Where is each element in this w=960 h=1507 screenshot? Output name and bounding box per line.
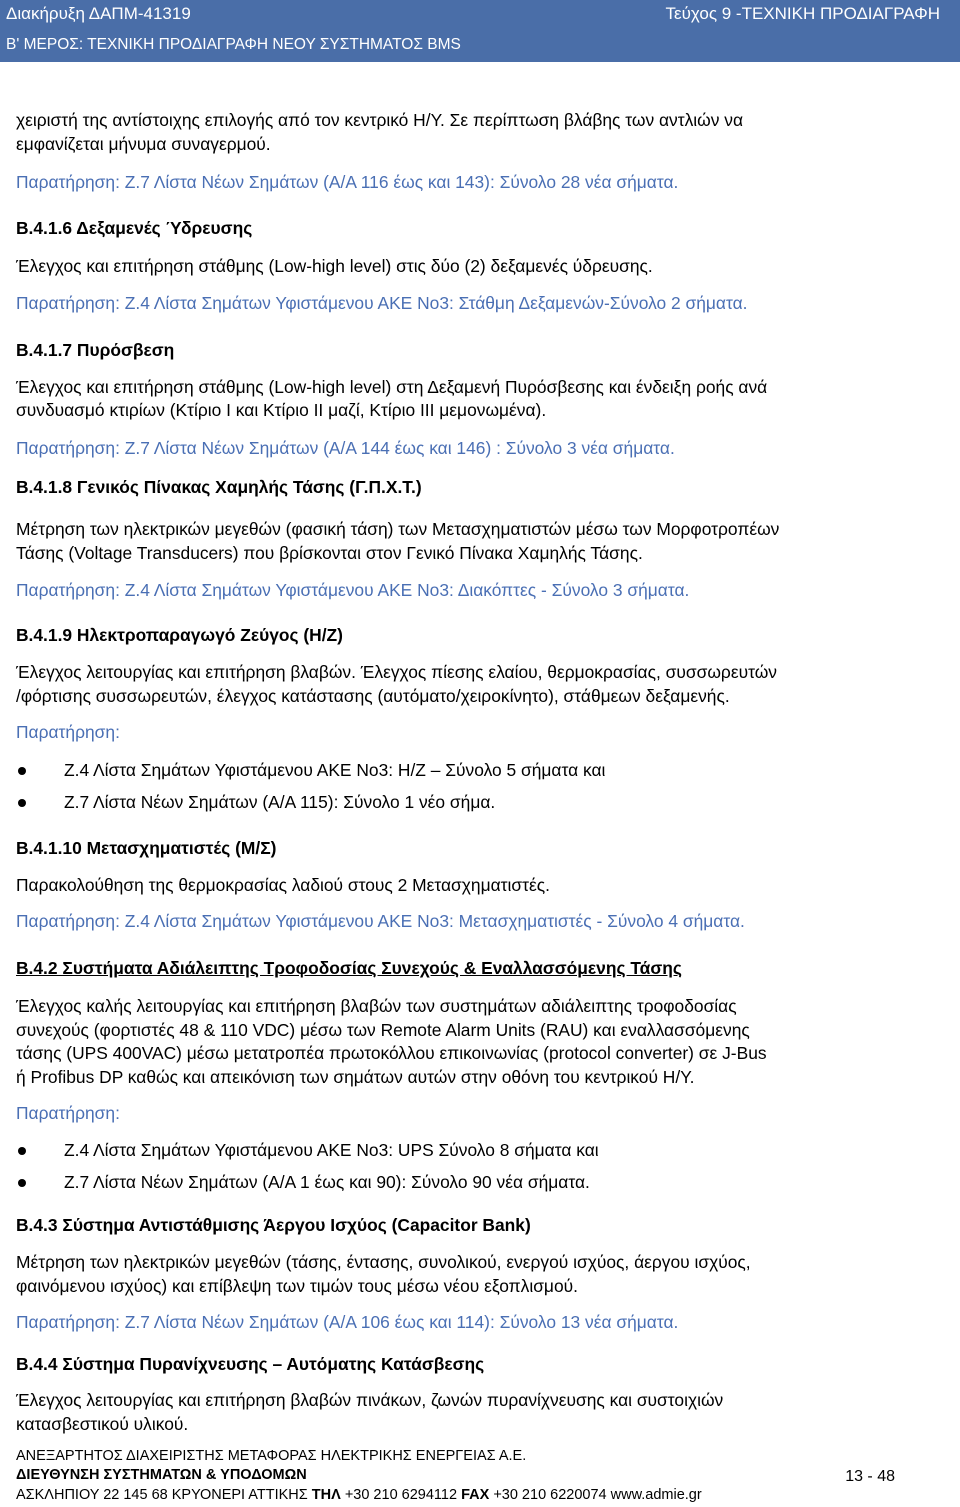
section-heading: Β.4.3 Σύστημα Αντιστάθμισης Άεργου Ισχύος (Capacitor Bank) [16,1215,531,1235]
footer-website: www.admie.gr [610,1487,702,1503]
note-label: Παρατήρηση [16,1312,116,1332]
note-line: Παρατήρηση: Ζ.4 Λίστα Σημάτων Υφιστάμενου ΑΚΕ Νο3: Διακόπτες - Σύνολο 3 σήματα. [16,580,690,600]
header-document-id: Διακήρυξη ΔΑΠΜ-41319 [6,4,191,23]
note-line: Παρατήρηση: Ζ.7 Λίστα Νέων Σημάτων (Α/Α 106 έως και 114): Σύνολο 13 νέα σήματα. [16,1312,679,1332]
body-line: Έλεγχος καλής λειτουργίας και επιτήρηση βλαβών των συστημάτων αδιάλειπτης τροφοδοσίας [16,996,737,1016]
footer-division: ΔΙΕΥΘΥΝΣΗ ΣΥΣΤΗΜΑΤΩΝ & ΥΠΟΔΟΜΩΝ [16,1467,307,1483]
footer-company: ΑΝΕΞΑΡΤΗΤΟΣ ΔΙΑΧΕΙΡΙΣΤΗΣ ΜΕΤΑΦΟΡΑΣ ΗΛΕΚΤΡΙΚΗΣ ΕΝΕΡΓΕΙΑΣ Α.Ε. [16,1448,527,1464]
body-line: συνεχούς (φορτιστές 48 & 110 VDC) μέσω των Remote Alarm Units (RAU) και εναλλασσόμενης [16,1020,750,1040]
body-line: Έλεγχος λειτουργίας και επιτήρηση βλαβών. Έλεγχος πίεσης ελαίου, θερμοκρασίας, συσσωρευτών [16,662,777,682]
section-heading: Β.4.1.10 Μετασχηματιστές (Μ/Σ) [16,838,277,858]
list-item: Ζ.7 Λίστα Νέων Σημάτων (Α/Α 1 έως και 90): Σύνολο 90 νέα σήματα. [64,1172,590,1192]
section-heading: Β.4.4 Σύστημα Πυρανίχνευσης – Αυτόματης Κατάσβεσης [16,1354,485,1374]
page-header [0,0,960,62]
body-line: /φόρτισης συσσωρευτών, έλεγχος κατάστασης (αυτόματο/χειροκίνητο), στάθμεων δεξαμενής. [16,686,730,706]
footer-tel-label: ΤΗΛ [311,1487,341,1503]
footer-tel: +30 210 6294112 [344,1487,458,1503]
body-line: Μέτρηση των ηλεκτρικών μεγεθών (φασική τάση) των Μετασχηματιστών μέσω των Μορφοτροπέων [16,519,780,539]
footer-contact [16,1487,702,1503]
body-line: εμφανίζεται μήνυμα συναγερμού. [16,134,271,154]
section-heading: Β.4.1.7 Πυρόσβεση [16,340,175,360]
note-text: Ζ.7 Λίστα Νέων Σημάτων (Α/Α 144 έως και 146) : Σύνολο 3 νέα σήματα. [124,438,675,458]
footer-address: ΑΣΚΛΗΠΙΟΥ 22 145 68 ΚΡΥΟΝΕΡΙ ΑΤΤΙΚΗΣ [16,1487,308,1503]
note-line: Παρατήρηση: Ζ.7 Λίστα Νέων Σημάτων (Α/Α 144 έως και 146) : Σύνολο 3 νέα σήματα. [16,438,675,458]
note-text: Ζ.7 Λίστα Νέων Σημάτων (Α/Α 116 έως και 143): Σύνολο 28 νέα σήματα. [124,172,679,192]
list-item: Ζ.7 Λίστα Νέων Σημάτων (Α/Α 115): Σύνολο 1 νέο σήμα. [64,792,496,812]
header-volume: Τεύχος 9 -ΤΕΧΝΙΚΗ ΠΡΟΔΙΑΓΡΑΦΗ [665,4,940,23]
bullet-icon [18,767,26,775]
section-heading: Β.4.1.9 Ηλεκτροπαραγωγό Ζεύγος (Η/Ζ) [16,625,343,645]
body-line: Τάσης (Voltage Transducers) που βρίσκονται στον Γενικό Πίνακα Χαμηλής Τάσης. [16,543,643,563]
bullet-icon [18,1179,26,1187]
note-line: Παρατήρηση: Ζ.4 Λίστα Σημάτων Υφιστάμενου ΑΚΕ Νο3: Μετασχηματιστές - Σύνολο 4 σήματα. [16,911,745,931]
note-label: Παρατήρηση [16,438,116,458]
body-line: Έλεγχος και επιτήρηση στάθμης (Low-high level) στις δύο (2) δεξαμενές ύδρευσης. [16,256,653,276]
bullet-icon [18,799,26,807]
body-line: Έλεγχος λειτουργίας και επιτήρηση βλαβών πινάκων, ζωνών πυρανίχνευσης και συστοιχιών [16,1390,724,1410]
body-line: φαινόμενου ισχύος) και επίβλεψη των τιμών τους μέσω νέου εξοπλισμού. [16,1276,578,1296]
note-label: Παρατήρηση [16,172,116,192]
body-line: χειριστή της αντίστοιχης επιλογής από τον κεντρικό Η/Υ. Σε περίπτωση βλάβης των αντλιών να [16,110,744,130]
note-label: Παρατήρηση: [16,722,120,742]
body-line: κατασβεστικού υλικού. [16,1414,189,1434]
note-label: Παρατήρηση [16,293,116,313]
body-line: Παρακολούθηση της θερμοκρασίας λαδιού στους 2 Μετασχηματιστές. [16,875,550,895]
footer-fax: +30 210 6220074 [493,1487,607,1503]
body-line: συνδυασμό κτιρίων (Κτίριο Ι και Κτίριο ΙΙ μαζί, Κτίριο ΙΙΙ μεμονωμένα). [16,400,547,420]
note-text: Ζ.4 Λίστα Σημάτων Υφιστάμενου ΑΚΕ Νο3: Μετασχηματιστές - Σύνολο 4 σήματα. [124,911,745,931]
section-heading: Β.4.2 Συστήματα Αδιάλειπτης Τροφοδοσίας Συνεχούς & Εναλλασσόμενης Τάσης [16,958,682,978]
body-line: ή Profibus DP καθώς και απεικόνιση των σημάτων αυτών στην οθόνη του κεντρικού Η/Υ. [16,1067,695,1087]
note-label: Παρατήρηση [16,580,116,600]
note-text: Ζ.7 Λίστα Νέων Σημάτων (Α/Α 106 έως και 114): Σύνολο 13 νέα σήματα. [124,1312,679,1332]
section-heading: Β.4.1.8 Γενικός Πίνακας Χαμηλής Τάσης (Γ.Π.Χ.Τ.) [16,477,422,497]
note-line: Παρατήρηση: Ζ.4 Λίστα Σημάτων Υφιστάμενου ΑΚΕ Νο3: Στάθμη Δεξαμενών-Σύνολο 2 σήματα. [16,293,748,313]
page-number: 13 - 48 [845,1468,895,1485]
note-label: Παρατήρηση: [16,1103,120,1123]
body-line: Έλεγχος και επιτήρηση στάθμης (Low-high level) στη Δεξαμενή Πυρόσβεσης και ένδειξη ροής ανά [16,377,768,397]
note-label: Παρατήρηση [16,911,116,931]
list-item: Ζ.4 Λίστα Σημάτων Υφιστάμενου ΑΚΕ Νο3: UPS Σύνολο 8 σήματα και [64,1140,599,1160]
body-line: τάσης (UPS 400VAC) μέσω μετατροπέα πρωτοκόλλου επικοινωνίας (protocol converter) σε J-Bus [16,1043,767,1063]
header-part: Β' ΜΕΡΟΣ: ΤΕΧΝΙΚΗ ΠΡΟΔΙΑΓΡΑΦΗ ΝΕΟΥ ΣΥΣΤΗΜΑΤΟΣ BMS [6,36,461,53]
section-heading: Β.4.1.6 Δεξαμενές Ύδρευσης [16,218,253,238]
bullet-icon [18,1147,26,1155]
note-text: Ζ.4 Λίστα Σημάτων Υφιστάμενου ΑΚΕ Νο3: Διακόπτες - Σύνολο 3 σήματα. [124,580,690,600]
body-line: Μέτρηση των ηλεκτρικών μεγεθών (τάσης, έντασης, συνολικού, ενεργού ισχύος, άεργου ισχύος, [16,1252,751,1272]
list-item: Ζ.4 Λίστα Σημάτων Υφιστάμενου ΑΚΕ Νο3: Η/Ζ – Σύνολο 5 σήματα και [64,760,606,780]
footer-fax-label: FAX [461,1487,490,1503]
note-line: Παρατήρηση: Ζ.7 Λίστα Νέων Σημάτων (Α/Α 116 έως και 143): Σύνολο 28 νέα σήματα. [16,172,679,192]
note-text: Ζ.4 Λίστα Σημάτων Υφιστάμενου ΑΚΕ Νο3: Στάθμη Δεξαμενών-Σύνολο 2 σήματα. [124,293,748,313]
